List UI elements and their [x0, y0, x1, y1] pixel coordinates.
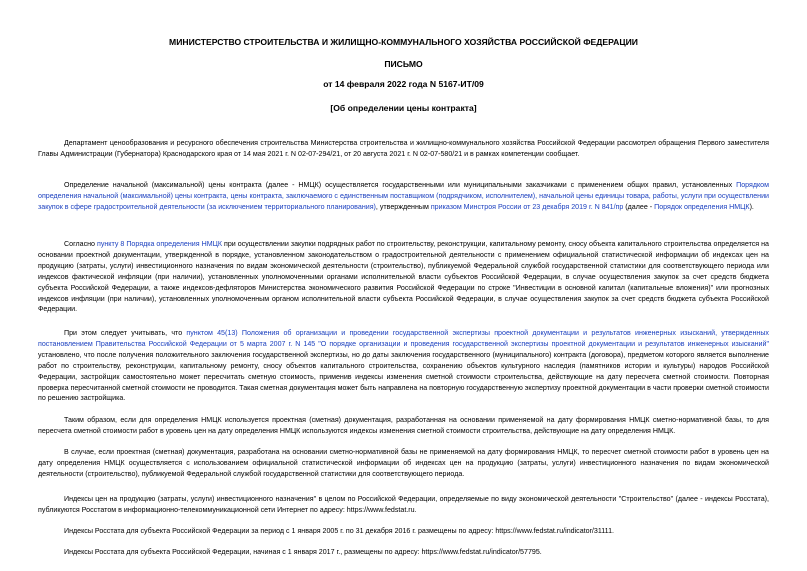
ministry-title: МИНИСТЕРСТВО СТРОИТЕЛЬСТВА И ЖИЛИЩНО-КОММУНАЛЬНОГО ХОЗЯЙСТВА РОССИЙСКОЙ ФЕДЕРАЦИИ: [169, 37, 638, 47]
link-punkt-8[interactable]: пункту 8 Порядка определения НМЦК: [97, 240, 223, 248]
paragraph-7: [38, 494, 769, 516]
document-subject: [Об определении цены контракта]: [330, 103, 477, 113]
paragraph-text: Индексы цен на продукцию (затраты, услуги) инвестиционного назначения" в целом по Российской Федерации, определяемые по виду экономической деятельности "Строительство" (далее - индексы Росстата), публикуются Росстатом в информационно-телекоммуникационной сети Интернет по адресу: https://www.fedstat.ru.: [38, 495, 769, 514]
paragraph-text: при осуществлении закупки подрядных работ по строительству, реконструкции, капитальному ремонту, сносу объекта капитального строительства определяется на основании проектной документации, утвержденной в порядке, установленном законодательством о градостроительной деятельности с применением официальной статистической информации об индексах цен на продукцию (затраты, услуги) инвестиционного назначения по видам экономической деятельности (строительство), публикуемой Федеральной службой государственной статистики для соответствующего периода или индексов фактической инфляции (при наличии), установленных уполномоченными органами исполнительной власти субъектов Российской Федерации, в случае осуществления закупок за счет средств бюджета субъекта Российской Федерации, а также индексов-дефляторов Министерства экономического развития Российской Федерации по строке "Инвестиции в основной капитал (капитальные вложения)" или прогнозных индексов инфляции (при наличии), установленных уполномоченным органом исполнительной власти субъекта Российской Федерации, в случае осуществления закупок за счет средств бюджета субъекта Российской Федерации.: [38, 240, 769, 314]
paragraph-text: Индексы Росстата для субъекта Российской Федерации за период с 1 января 2005 г. по 31 декабря 2016 г. размещены по адресу: https://www.fedstat.ru/indicator/31111.: [64, 527, 615, 535]
paragraph-text: ).: [749, 202, 754, 211]
paragraph-text: Индексы Росстата для субъекта Российской Федерации, начиная с 1 января 2017 г., размещены по адресу: https://www.fedstat.ru/indicator/57795.: [64, 548, 542, 556]
paragraph-text: Определение начальной (максимальной) цены контракта (далее - НМЦК) осуществляется государственными или муниципальными заказчиками с применением общих правил, установленных: [64, 181, 737, 189]
paragraph-text: установлено, что после получения положительного заключения государственной экспертизы, но до даты заключения государственного (муниципального) контракта (договора), предметом которого является выполнение работ по строительству, реконструкции, капитальному ремонту, сносу объектов капитального строительства, сохранению объектов культурного наследия (памятников истории и культуры) народов Российской Федерации, застройщик самостоятельно может пересчитать сметную стоимость, применив индексы изменения сметной стоимости строительства, действующие на дату пересчета сметной стоимости. Повторная проверка пересчитанной сметной стоимости не проводится. Такая сметная документация может быть направлена на повторную государственную экспертизу проектной документации в части проверки сметной стоимости по решению застройщика.: [38, 350, 769, 403]
paragraph-text: Таким образом, если для определения НМЦК используется проектная (сметная) документация, разработанная на основании применяемой на дату формирования НМЦК сметно-нормативной базы, то для пересчета сметной стоимости работ в уровень цен на дату определения НМЦК используются индексы изменения сметной стоимости строительства, действующие на дату определения НМЦК.: [38, 416, 769, 435]
document-date-number: от 14 февраля 2022 года N 5167-ИТ/09: [323, 79, 484, 89]
paragraph-1: [38, 138, 769, 160]
paragraph-text: , утвержденным: [375, 202, 431, 211]
paragraph-2: [38, 180, 769, 213]
paragraph-text: В случае, если проектная (сметная) документация, разработана на основании сметно-нормативной базы не применяемой на дату формирования НМЦК, то пересчет сметной стоимости работ в уровень цен на дату определения НМЦК осуществляется с использованием официальной статистической информации об индексах цен на продукцию (затраты, услуги) инвестиционного назначения по видам экономической деятельности (строительство), публикуемой Федеральной службой государственной статистики для соответствующего периода.: [38, 448, 769, 478]
paragraph-8: [38, 526, 769, 537]
paragraph-text: При этом следует учитывать, что: [64, 329, 187, 337]
paragraph-text: Согласно: [64, 240, 97, 248]
paragraph-9: [38, 547, 769, 558]
link-poryadok-short[interactable]: Порядок определения НМЦК: [654, 202, 750, 211]
paragraph-5: [38, 415, 769, 437]
paragraph-text: (далее -: [623, 202, 655, 211]
link-prikaz-minstroya[interactable]: приказом Минстроя России от 23 декабря 2019 г. N 841/пр: [430, 202, 624, 211]
link-poryadok-nmck[interactable]: Порядком определения начальной (максимальной) цены контракта, цены контракта, заключаемого с единственным поставщиком (подрядчиком, исполнителем), начальной цены единицы товара, работы, услуги при осуществлении закупок в сфере градостроительной деятельности (за исключением территориального планирования): [38, 181, 769, 211]
document-type: ПИСЬМО: [384, 59, 423, 69]
link-punkt-45-13[interactable]: пунктом 45(13) Положения об организации и проведении государственной экспертизы проектной документации и результатов инженерных изысканий, утвержденных постановлением Правительства Российской Федерации от 5 марта 2007 г. N 145 "О порядке организации и проведения государственной экспертизы проектной документации и результатов инженерных изысканий": [38, 329, 769, 348]
paragraph-6: [38, 447, 769, 480]
paragraph-3: [38, 239, 769, 315]
paragraph-4: [38, 328, 769, 404]
paragraph-text: Департамент ценообразования и ресурсного обеспечения строительства Министерства строительства и жилищно-коммунального хозяйства Российской Федерации рассмотрел обращения Первого заместителя Главы Администрации (Губернатора) Краснодарского края от 14 мая 2021 г. N 02-07-294/21, от 20 августа 2021 г. N 02-07-580/21 и в рамках компетенции сообщает.: [38, 139, 769, 158]
